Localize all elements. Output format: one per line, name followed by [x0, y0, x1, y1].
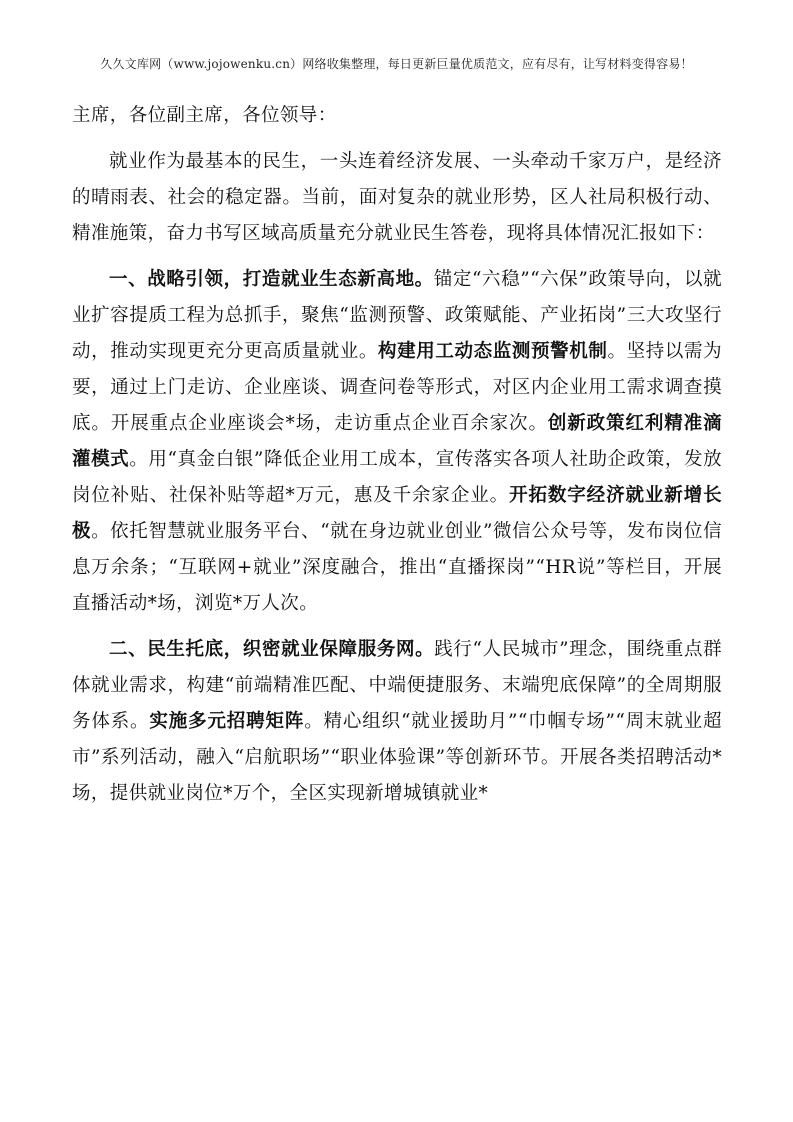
section-1-heading: 一、战略引领，打造就业生态新高地。 [109, 269, 434, 290]
section-2-paragraph [72, 632, 722, 812]
section-1-subheading-digital: 开拓数字经济就业新增长极 [72, 485, 723, 542]
section-1-text-policy: 。用“真金白银”降低企业用工成本，宣传落实各项人社助企政策，发放岗位补贴、社保补贴等超*万元，惠及千余家企业。 [72, 449, 722, 506]
section-1-text-monitoring: 。坚持以需为要，通过上门走访、企业座谈、调查问卷等形式，对区内企业用工需求调查摸底。开展重点企业座谈会*场，走访重点企业百余家次。 [72, 341, 722, 434]
section-1-paragraph [72, 262, 722, 622]
section-1-subheading-monitoring: 构建用工动态监测预警机制 [377, 341, 608, 362]
section-1-text: 锚定“六稳”“六保”政策导向，以就业扩容提质工程为总抓手，聚焦“监测预警、政策赋能、产业拓岗”三大攻坚行动，推动实现更充分更高质量就业。 [72, 269, 722, 362]
salutation: 主席，各位副主席，各位领导： [72, 105, 337, 126]
section-2-subheading-recruitment: 实施多元招聘矩阵 [149, 711, 305, 732]
section-2-heading: 二、民生托底，织密就业保障服务网。 [109, 639, 435, 660]
section-1-text-digital: 。依托智慧就业服务平台、“就在身边就业创业”微信公众号等，发布岗位信息万余条；“互联网+就业”深度融合，推出“直播探岗”“HR说”等栏目，开展直播活动*场，浏览*万人次。 [72, 521, 722, 614]
document-body [72, 98, 722, 822]
page-header-notice: 久久文库网（www.jojowenku.cn）网络收集整理，每日更新巨量优质范文，应有尽有，让写材料变得容易！ [100, 57, 693, 71]
section-1-subheading-policy: 创新政策红利精准滴灌模式 [72, 413, 722, 470]
section-2-text-recruitment: 。精心组织“就业援助月”“巾帼专场”“周末就业超市”系列活动，融入“启航职场”“职业体验课”等创新环节。开展各类招聘活动*场，提供就业岗位*万个，全区实现新增城镇就业* [72, 711, 723, 804]
section-2-text: 践行“人民城市”理念，围绕重点群体就业需求，构建“前端精准匹配、中端便捷服务、末端兜底保障”的全周期服务体系。 [72, 639, 722, 732]
intro-paragraph: 就业作为最基本的民生，一头连着经济发展、一头牵动千家万户，是经济的晴雨表、社会的稳定器。当前，面对复杂的就业形势，区人社局积极行动、精准施策，奋力书写区域高质量充分就业民生答卷，现将具体情况汇报如下： [72, 151, 722, 244]
